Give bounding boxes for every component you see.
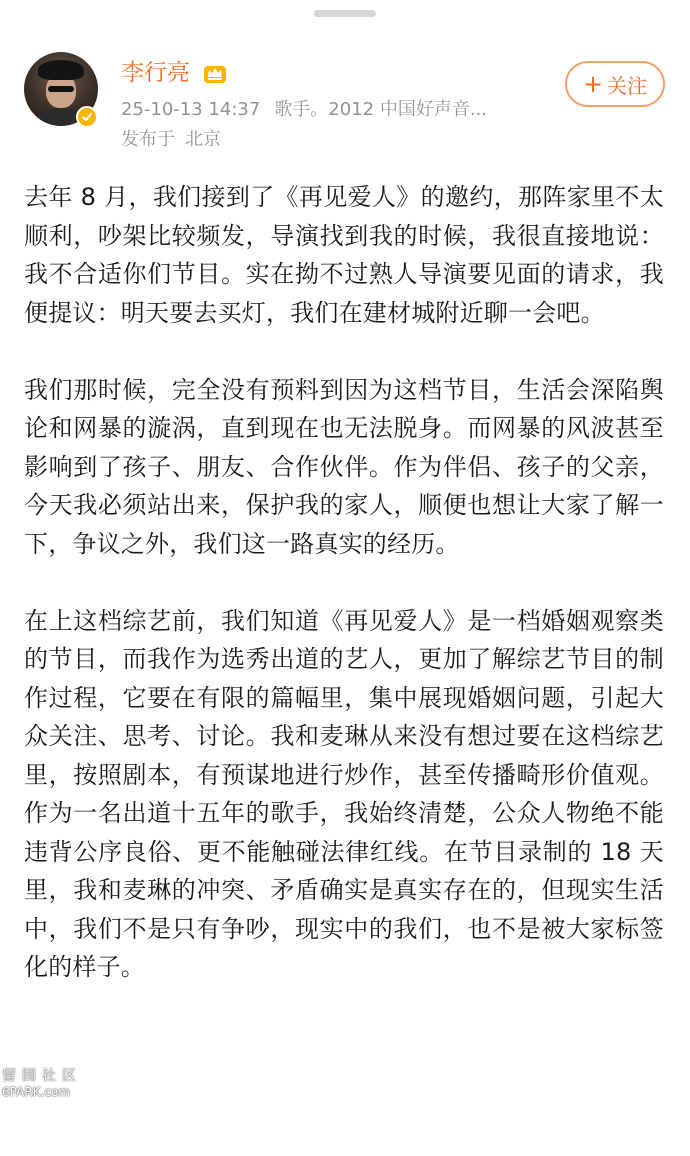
watermark-site: 6PARK.com xyxy=(2,1085,70,1099)
author-bio: 歌手。2012 中国好声音... xyxy=(274,99,488,120)
post-meta xyxy=(121,98,501,122)
sheet-grab-handle[interactable] xyxy=(314,10,376,17)
post-paragraph: 我们那时候，完全没有预料到因为这档节目，生活会深陷舆论和网暴的漩涡，直到现在也无法脱身。而网暴的风波甚至影响到了孩子、朋友、合作伙伴。作为伴侣、孩子的父亲，今天我必须站出来，保护我的家人，顺便也想让大家了解一下，争议之外，我们这一路真实的经历。 xyxy=(24,375,664,558)
vip-crown-icon[interactable] xyxy=(202,60,228,86)
post-paragraph: 去年 8 月，我们接到了《再见爱人》的邀约，那阵家里不太顺利，吵架比较频发，导演找到我的时候，我很直接地说：我不合适你们节目。实在拗不过熟人导演要见面的请求，我便提议：明天要去买灯，我们在建材城附近聊一会吧。 xyxy=(24,183,664,327)
author-name[interactable]: 李行亮 xyxy=(121,60,190,86)
avatar-glasses xyxy=(48,86,74,92)
follow-label: 关注 xyxy=(607,73,648,98)
watermark xyxy=(2,1068,96,1100)
post-timestamp: 25-10-13 14:37 xyxy=(121,99,261,120)
post-header xyxy=(0,44,690,164)
avatar-hat xyxy=(38,60,84,80)
location-value: 北京 xyxy=(185,129,221,150)
location-label: 发布于 xyxy=(121,129,175,150)
follow-button[interactable] xyxy=(565,61,665,107)
post-body xyxy=(24,178,664,1025)
verified-badge-icon xyxy=(76,106,98,128)
post-paragraph: 在上这档综艺前，我们知道《再见爱人》是一档婚姻观察类的节目，而我作为选秀出道的艺人，更加了解综艺节目的制作过程，它要在有限的篇幅里，集中展现婚姻问题，引起大众关注、思考、讨论。我和麦琳从来没有想过要在这档综艺里，按照剧本，有预谋地进行炒作，甚至传播畸形价值观。作为一名出道十五年的歌手，我始终清楚，公众人物绝不能违背公序良俗、更不能触碰法律红线。在节目录制的 18 天里，我和麦琳的冲突、矛盾确实是真实存在的，但现实生活中，我们不是只有争吵，现实中的我们，也不是被大家标签化的样子。 xyxy=(24,606,664,981)
watermark-logo-text: 留园社区 xyxy=(2,1068,82,1084)
plus-icon: + xyxy=(582,70,604,98)
post-location xyxy=(121,128,231,152)
